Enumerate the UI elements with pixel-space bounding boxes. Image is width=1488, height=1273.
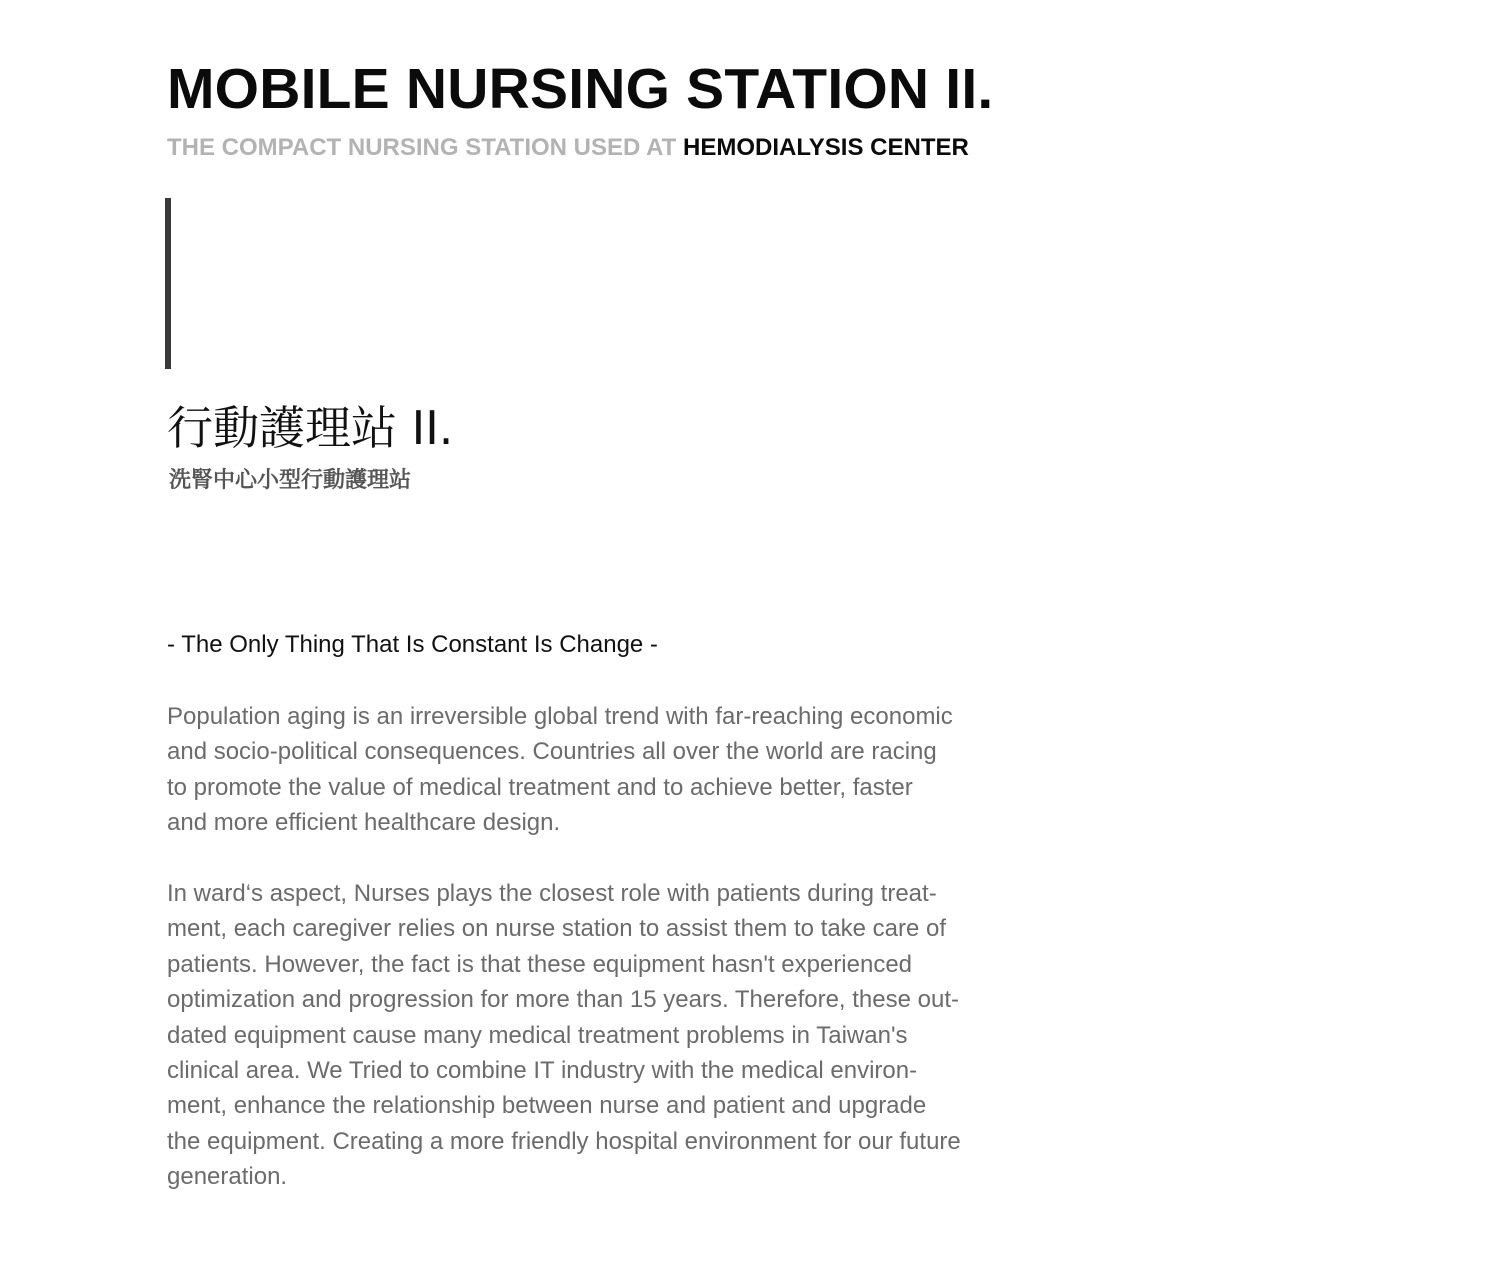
paragraph-line: and socio-political consequences. Countries all over the world are racing [167,738,937,766]
paragraph-line: ment, enhance the relationship between nurse and patient and upgrade [167,1092,927,1120]
paragraph-line: and more efficient healthcare design. [167,809,561,837]
paragraph-line: the equipment. Creating a more friendly hospital environment for our future [167,1127,961,1155]
paragraph-line: ment, each caregiver relies on nurse station to assist them to take care of [167,915,947,943]
tagline: - The Only Thing That Is Constant Is Change - [167,631,658,658]
chinese-title: 行動護理站 II. [167,401,454,455]
subtitle-muted-text: THE COMPACT NURSING STATION USED AT [167,134,683,161]
paragraph-line: dated equipment cause many medical treatment problems in Taiwan's [167,1021,908,1049]
vertical-divider [165,198,171,369]
paragraph-line: generation. [167,1163,288,1191]
paragraph-line: clinical area. We Tried to combine IT industry with the medical environ- [167,1057,918,1085]
chinese-subtitle: 洗腎中心小型行動護理站 [169,468,412,493]
paragraph-line: Population aging is an irreversible global trend with far-reaching economic [167,703,953,730]
paragraph-line: optimization and progression for more than 15 years. Therefore, these out- [167,986,959,1014]
paragraph-line: patients. However, the fact is that these equipment hasn't experienced [167,950,913,978]
paragraph-line: In ward‘s aspect, Nurses plays the closest role with patients during treat- [167,880,937,907]
detail-paragraph [167,876,1017,1195]
intro-paragraph [167,699,1017,841]
page-subtitle [167,133,969,163]
page-title: MOBILE NURSING STATION II. [167,57,994,121]
paragraph-line: to promote the value of medical treatment and to achieve better, faster [167,773,913,801]
subtitle-emphasis-text: HEMODIALYSIS CENTER [683,134,969,161]
